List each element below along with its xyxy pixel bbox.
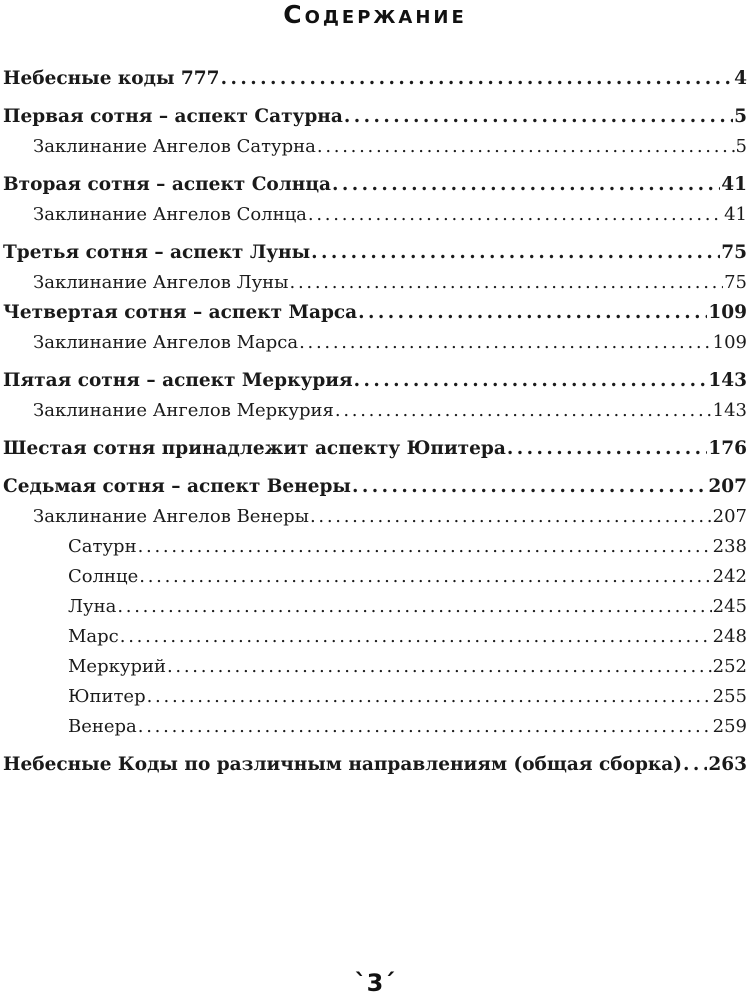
toc-entry-label: Венера [68,716,137,737]
toc-entry-label: Третья сотня – аспект Луны [3,242,311,263]
toc-entry-page: 248 [712,626,747,647]
toc-entry[interactable] [0,472,750,502]
toc-entry[interactable] [0,238,750,268]
toc-entry-page: 41 [724,204,747,225]
toc-entry-label: Заклинание Ангелов Марса [33,332,299,353]
toc-entry-page: 75 [724,272,747,293]
toc-entry-label: Вторая сотня – аспект Солнца [3,174,332,195]
toc-entry[interactable] [0,102,750,132]
toc-entry-label: Четвертая сотня – аспект Марса [3,302,358,323]
toc-entry-label: Шестая сотня принадлежит аспекту Юпитера [3,438,506,459]
dot-leader [120,622,712,652]
dot-leader [139,562,711,592]
toc-entry-page: 109 [708,302,747,323]
toc-subsubentry[interactable] [0,712,750,742]
toc-entry-page: 4 [734,68,747,89]
toc-entry-label: Луна [68,596,117,617]
dot-leader [354,366,708,396]
toc-entry-page: 5 [735,136,747,157]
toc-entry-page: 252 [712,656,747,677]
toc-entry-label: Сатурн [68,536,137,557]
dot-leader [299,328,712,358]
toc-entry-label: Меркурий [68,656,166,677]
toc-entry-label: Первая сотня – аспект Сатурна [3,106,343,127]
toc-entry-page: 255 [712,686,747,707]
dot-leader [138,712,712,742]
dot-leader [117,592,711,622]
dot-leader [290,268,724,298]
toc-entry-page: 238 [712,536,747,557]
toc-entry-page: 75 [721,242,747,263]
toc-entry-label: Юпитер [68,686,146,707]
toc-subsubentry[interactable] [0,682,750,712]
dot-leader [344,102,733,132]
dot-leader [167,652,712,682]
toc-entry-page: 41 [721,174,747,195]
toc-entry-page: 242 [712,566,747,587]
toc-entry-label: Солнце [68,566,139,587]
toc-entry-label: Небесные Коды по различным направлениям (общая сборка) [3,754,682,775]
page-title: Содержание [283,0,467,29]
toc-entry-page: 143 [708,370,747,391]
toc-subsubentry[interactable] [0,532,750,562]
toc-entry-page: 259 [712,716,747,737]
toc-subentry[interactable] [0,396,750,426]
dot-leader [683,750,707,780]
toc-subentry[interactable] [0,328,750,358]
toc-entry-label: Марс [68,626,119,647]
dot-leader [147,682,712,712]
dot-leader [352,472,707,502]
toc-subsubentry[interactable] [0,562,750,592]
toc-entry[interactable] [0,434,750,464]
toc-entry[interactable] [0,64,750,94]
toc-entry-page: 143 [712,400,747,421]
toc-entry[interactable] [0,170,750,200]
toc-entry-label: Заклинание Ангелов Меркурия [33,400,334,421]
toc-entry-label: Заклинание Ангелов Сатурна [33,136,316,157]
toc-subentry[interactable] [0,268,750,298]
toc-entry[interactable] [0,750,750,780]
dot-leader [358,298,707,328]
toc-entry[interactable] [0,298,750,328]
dot-leader [317,132,735,162]
table-of-contents [0,64,750,780]
toc-subentry[interactable] [0,502,750,532]
dot-leader [310,502,712,532]
dot-leader [308,200,723,230]
dot-leader [332,170,720,200]
dot-leader [138,532,712,562]
toc-entry-label: Заклинание Ангелов Венеры [33,506,309,527]
toc-entry-page: 176 [708,438,747,459]
toc-subsubentry[interactable] [0,592,750,622]
toc-entry-label: Заклинание Ангелов Солнца [33,204,307,225]
toc-entry-label: Заклинание Ангелов Луны [33,272,289,293]
page-number: `3´ [354,969,396,997]
toc-entry-page: 5 [734,106,747,127]
toc-entry-label: Пятая сотня – аспект Меркурия [3,370,353,391]
dot-leader [335,396,712,426]
toc-entry-label: Седьмая сотня – аспект Венеры [3,476,351,497]
dot-leader [507,434,708,464]
toc-entry-page: 207 [708,476,747,497]
toc-entry-page: 245 [712,596,747,617]
toc-entry-page: 263 [708,754,747,775]
dot-leader [311,238,720,268]
toc-entry-page: 207 [712,506,747,527]
toc-entry-label: Небесные коды 777 [3,68,220,89]
toc-entry[interactable] [0,366,750,396]
toc-subentry[interactable] [0,132,750,162]
toc-entry-page: 109 [712,332,747,353]
toc-subsubentry[interactable] [0,622,750,652]
toc-subentry[interactable] [0,200,750,230]
dot-leader [221,64,734,94]
toc-subsubentry[interactable] [0,652,750,682]
